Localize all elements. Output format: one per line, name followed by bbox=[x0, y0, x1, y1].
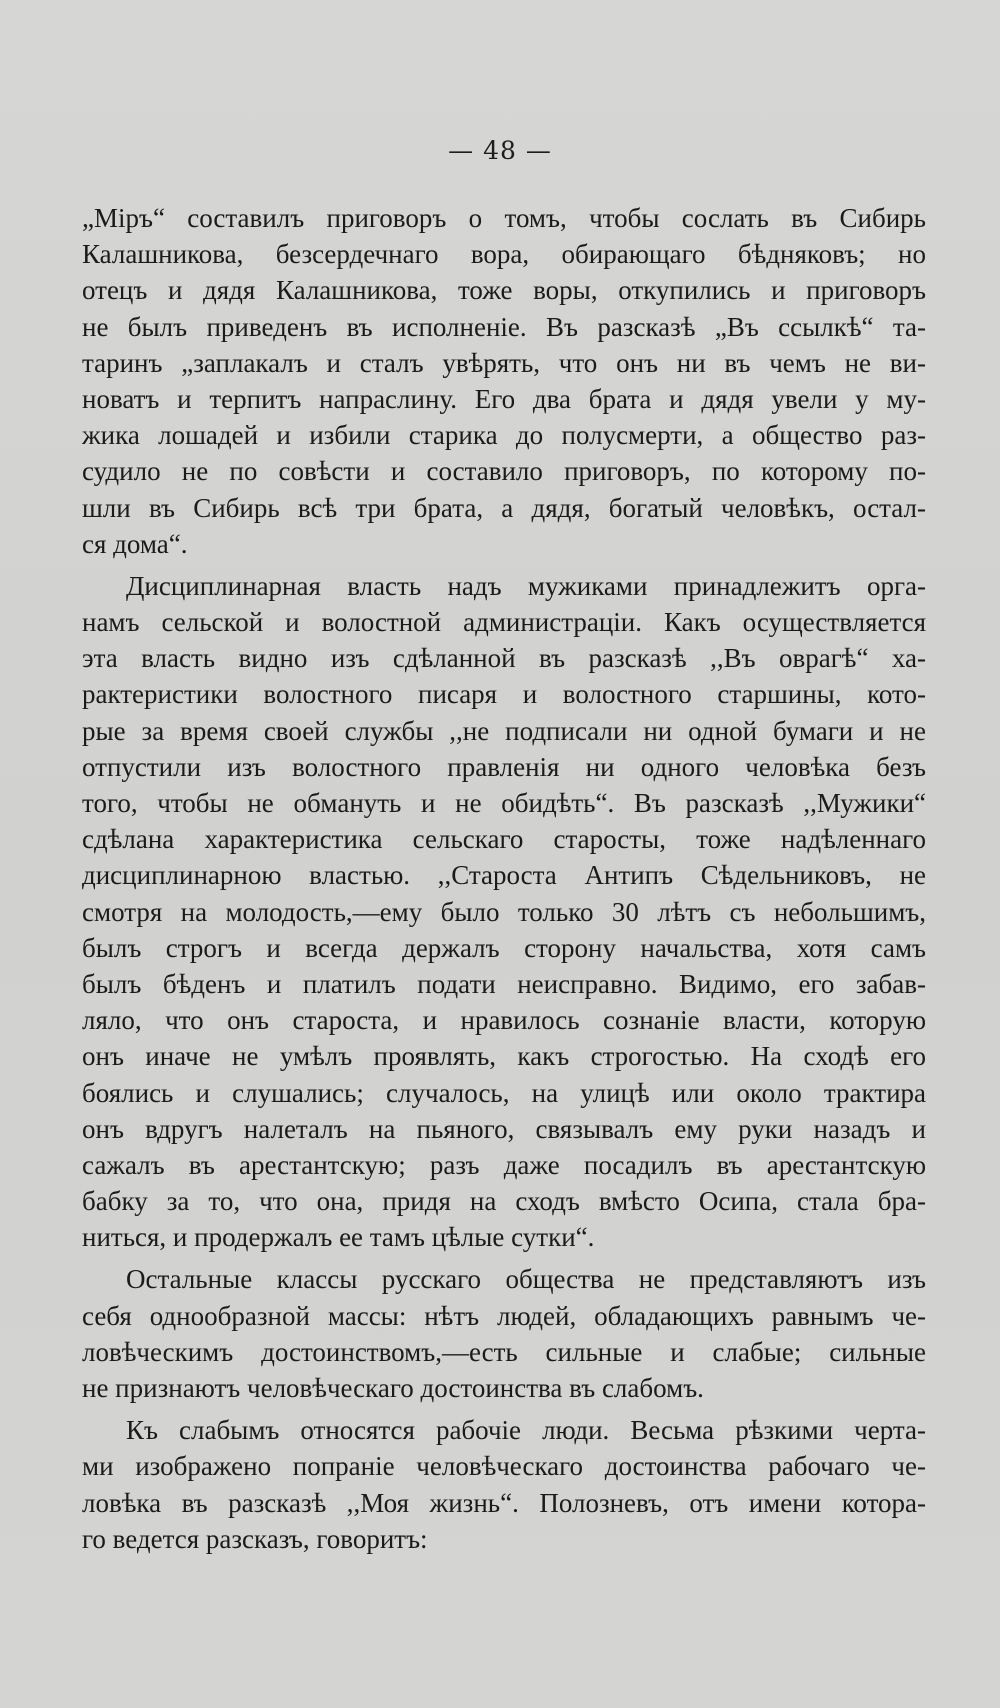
text-line: судило не по совѣсти и составило приговоръ, по которому по- bbox=[82, 456, 926, 487]
text-line: шли въ Сибирь всѣ три брата, а дядя, богатый человѣкъ, остал- bbox=[82, 492, 926, 523]
text-line: ляло, что онъ староста, и нравилось сознаніе власти, которую bbox=[82, 1005, 926, 1036]
paragraph bbox=[82, 200, 926, 562]
text-line: „Міръ“ составилъ приговоръ о томъ, чтобы сослать въ Сибирь bbox=[82, 203, 926, 233]
text-line: Калашникова, безсердечнаго вора, обирающаго бѣдняковъ; но bbox=[82, 239, 926, 270]
text-line: сажалъ въ арестантскую; разъ даже посадилъ въ арестантскую bbox=[82, 1149, 926, 1180]
text-line: рактеристики волостного писаря и волостного старшины, кото- bbox=[82, 679, 926, 710]
text-line: смотря на молодость,—ему было только 30 лѣтъ съ небольшимъ, bbox=[82, 896, 926, 927]
text-line: того, чтобы не обмануть и не обидѣть“. Въ разсказѣ ,,Мужики“ bbox=[82, 788, 926, 818]
text-line: Остальные классы русскаго общества не представляютъ изъ bbox=[126, 1264, 926, 1295]
text-line: ми изображено попраніе человѣческаго достоинства рабочаго че- bbox=[82, 1451, 926, 1482]
paragraph bbox=[82, 1412, 926, 1557]
text-line: отпустили изъ волостного правленія ни одного человѣка безъ bbox=[82, 751, 926, 782]
text-line: жика лошадей и избили старика до полусмерти, а общество раз- bbox=[82, 420, 926, 451]
text-line: былъ бѣденъ и платилъ подати неисправно. Видимо, его забав- bbox=[82, 968, 926, 999]
text-line: Къ слабымъ относятся рабочіе люди. Весьма рѣзкими черта- bbox=[126, 1415, 926, 1446]
text-line: таринъ „заплакалъ и сталъ увѣрять, что онъ ни въ чемъ не ви- bbox=[82, 347, 926, 378]
text-line: не признаютъ человѣческаго достоинства въ слабомъ. bbox=[82, 1373, 704, 1403]
text-line: бабку за то, что она, придя на сходъ вмѣсто Осипа, стала бра- bbox=[82, 1186, 926, 1217]
text-line: онъ вдругъ налеталъ на пьяного, связывалъ ему руки назадъ и bbox=[82, 1113, 926, 1144]
page-number: — 48 — bbox=[448, 136, 552, 165]
text-line: рые за время своей службы ,,не подписали ни одной бумаги и не bbox=[82, 715, 926, 746]
text-line: Дисциплинарная власть надъ мужиками принадлежитъ орга- bbox=[126, 570, 926, 601]
text-line: себя однообразной массы: нѣтъ людей, обладающихъ равнымъ че- bbox=[82, 1300, 926, 1331]
text-line: сдѣлана характеристика сельскаго старосты, тоже надѣленнаго bbox=[82, 824, 926, 855]
text-line: новатъ и терпитъ напраслину. Его два брата и дядя увели у му- bbox=[82, 383, 926, 414]
text-line: боялись и слушались; случалось, на улицѣ или около трактира bbox=[82, 1077, 926, 1108]
text-line: отецъ и дядя Калашникова, тоже воры, откупились и приговоръ bbox=[82, 275, 926, 306]
text-line: дисциплинарною властью. ,,Староста Антипъ Сѣдельниковъ, не bbox=[82, 860, 926, 891]
text-line: намъ сельской и волостной администраціи. Какъ осуществляется bbox=[82, 607, 926, 638]
text-line: го ведется разсказъ, говоритъ: bbox=[82, 1523, 428, 1554]
text-line: ловѣка въ разсказѣ ,,Моя жизнь“. Полозневъ, отъ имени котора- bbox=[82, 1487, 926, 1518]
text-line: не былъ приведенъ въ исполненіе. Въ разсказѣ „Въ ссылкѣ“ та- bbox=[82, 311, 926, 342]
text-line: эта власть видно изъ сдѣланной въ разсказѣ ,,Въ оврагѣ“ ха- bbox=[82, 643, 926, 674]
text-line: ся дома“. bbox=[82, 528, 188, 559]
paragraph bbox=[82, 568, 926, 1256]
text-line: ловѣческимъ достоинствомъ,—есть сильные и слабые; сильные bbox=[82, 1336, 926, 1367]
text-line: ниться, и продержалъ ее тамъ цѣлые сутки“. bbox=[82, 1222, 595, 1253]
text-line: былъ строгъ и всегда держалъ сторону начальства, хотя самъ bbox=[82, 932, 926, 963]
body-text bbox=[82, 200, 926, 1557]
text-line: онъ иначе не умѣлъ проявлять, какъ строгостью. На сходѣ его bbox=[82, 1041, 926, 1072]
paragraph bbox=[82, 1261, 926, 1406]
